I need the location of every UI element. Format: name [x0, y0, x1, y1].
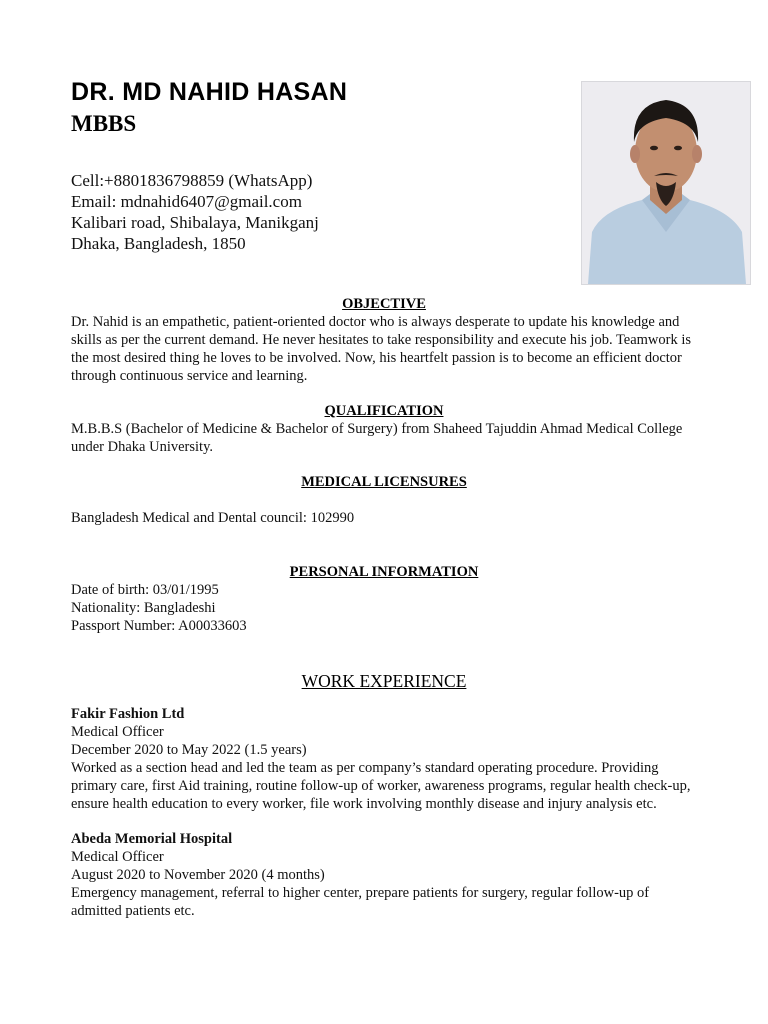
- job-description: Worked as a section head and led the team as per company’s standard operating procedure. Providing primary care, first Aid training, routine follow-up of worker, awareness programs, regular health check-up, ensure health education to every worker, file work involving monthly disease and injury analysis etc.: [71, 760, 691, 812]
- candidate-degree: MBBS: [71, 111, 137, 136]
- contact-address-line-1: Kalibari road, Shibalaya, Manikganj: [71, 213, 319, 232]
- personal-dob: Date of birth: 03/01/1995: [71, 582, 219, 598]
- licensures-heading: MEDICAL LICENSURES: [301, 474, 467, 490]
- personal-info-heading: PERSONAL INFORMATION: [289, 564, 479, 580]
- profile-photo-illustration: [582, 82, 750, 284]
- licensures-text: Bangladesh Medical and Dental council: 102990: [71, 510, 355, 526]
- qualification-section: [71, 402, 697, 456]
- work-experience-heading: WORK EXPERIENCE: [301, 671, 467, 691]
- job-role: Medical Officer: [71, 724, 164, 740]
- objective-heading: OBJECTIVE: [342, 296, 426, 312]
- job-organization: Abeda Memorial Hospital: [71, 831, 233, 847]
- job-organization: Fakir Fashion Ltd: [71, 706, 185, 722]
- qualification-text: M.B.B.S (Bachelor of Medicine & Bachelor of Surgery) from Shaheed Tajuddin Ahmad Medical College under Dhaka University.: [71, 421, 683, 455]
- contact-cell: Cell:+8801836798859 (WhatsApp): [71, 171, 313, 190]
- contact-email: Email: mdnahid6407@gmail.com: [71, 192, 302, 211]
- qualification-heading: QUALIFICATION: [324, 403, 444, 419]
- job-period: August 2020 to November 2020 (4 months): [71, 867, 325, 883]
- personal-passport: Passport Number: A00033603: [71, 618, 247, 634]
- contact-address-line-2: Dhaka, Bangladesh, 1850: [71, 234, 246, 253]
- candidate-name: DR. MD NAHID HASAN: [71, 78, 348, 106]
- job-entry: [71, 830, 697, 920]
- licensures-section: [71, 473, 697, 527]
- job-role: Medical Officer: [71, 849, 164, 865]
- job-entry: [71, 705, 697, 813]
- work-experience-section: [71, 672, 697, 920]
- personal-info-section: [71, 563, 697, 635]
- objective-section: [71, 295, 697, 385]
- job-description: Emergency management, referral to higher center, prepare patients for surgery, regular follow-up of admitted patients etc.: [71, 885, 650, 919]
- job-period: December 2020 to May 2022 (1.5 years): [71, 742, 307, 758]
- profile-photo: [581, 81, 751, 285]
- personal-nationality: Nationality: Bangladeshi: [71, 600, 216, 616]
- contact-block: [71, 170, 319, 254]
- objective-text: Dr. Nahid is an empathetic, patient-oriented doctor who is always desperate to update his knowledge and skills as per the current demand. He never hesitates to take responsibility and execute his job. Teamwork is the most desired thing he loves to be involved. Now, his heartfelt passion is to become an efficient doctor through continuous service and learning.: [71, 314, 692, 384]
